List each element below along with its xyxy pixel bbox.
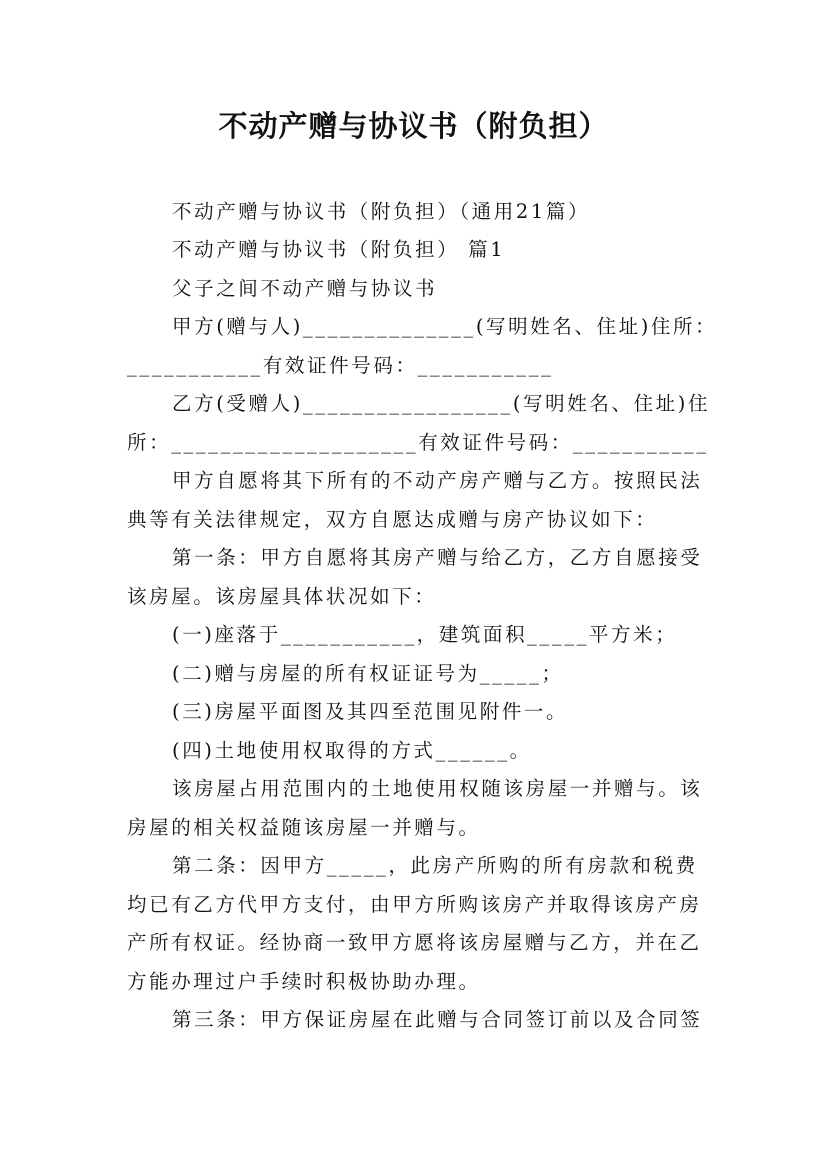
- paragraph-line: 所：____________________有效证件号码：___________: [127, 431, 709, 454]
- paragraph-line: 方能办理过户手续时积极协助办理。: [127, 970, 481, 993]
- paragraph-line: 产所有权证。经协商一致甲方愿将该房屋赠与乙方，并在乙: [127, 931, 702, 954]
- paragraph-line: 甲方(赠与人)______________(写明姓名、住址)住所：: [172, 315, 718, 338]
- paragraph-line: 第三条：甲方保证房屋在此赠与合同签订前以及合同签: [172, 1008, 703, 1031]
- paragraph-line: 第一条：甲方自愿将其房产赠与给乙方，乙方自愿接受: [172, 546, 703, 569]
- paragraph-line: 典等有关法律规定，双方自愿达成赠与房产协议如下：: [127, 508, 658, 531]
- paragraph-line: 甲方自愿将其下所有的不动产房产赠与乙方。按照民法: [172, 469, 703, 492]
- list-item: (一)座落于___________，建筑面积_____平方米；: [172, 623, 678, 646]
- paragraph-line: 该房屋。该房屋具体状况如下：: [127, 585, 437, 608]
- section-heading: 不动产赠与协议书（附负担） 篇1: [172, 238, 506, 261]
- document-title: 不动产赠与协议书（附负担）: [218, 109, 609, 143]
- list-item: (四)土地使用权取得的方式______。: [172, 739, 532, 762]
- paragraph-line: 第二条：因甲方_____，此房产所购的所有房款和税费: [172, 854, 698, 877]
- paragraph-line: ___________有效证件号码：___________: [127, 354, 554, 377]
- list-item: (二)赠与房屋的所有权证证号为_____；: [172, 662, 564, 685]
- paragraph-line: 乙方(受赠人)_________________(写明姓名、住址)住: [172, 392, 711, 415]
- paragraph-line: 均已有乙方代甲方支付，由甲方所购该房产并取得该房产房: [127, 893, 702, 916]
- paragraph-line: 房屋的相关权益随该房屋一并赠与。: [127, 816, 481, 839]
- paragraph-line: 父子之间不动产赠与协议书: [172, 277, 438, 300]
- list-item: (三)房屋平面图及其四至范围见附件一。: [172, 700, 569, 723]
- subtitle-line: 不动产赠与协议书（附负担）（通用21篇）: [172, 200, 591, 223]
- paragraph-line: 该房屋占用范围内的土地使用权随该房屋一并赠与。该: [172, 777, 703, 800]
